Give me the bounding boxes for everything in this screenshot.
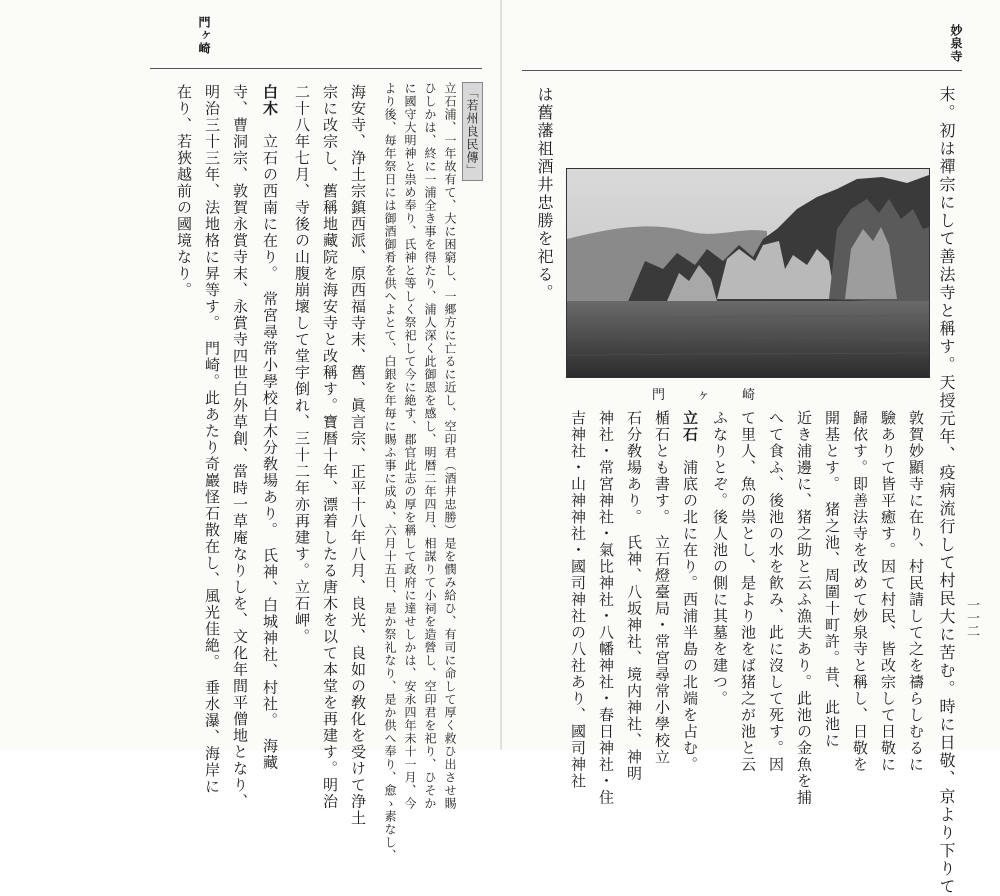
source-tag: 「若州良民傳」 bbox=[462, 82, 483, 181]
text-column: 開基とす。 猪之池、周圍十町許。昔、此池に bbox=[823, 410, 841, 749]
text-column: て里人、魚の祟とし、是より池をば猪之が池と云 bbox=[739, 410, 757, 773]
text-column: 二十八年七月、寺後の山腹崩壞して堂宇倒れ、三十二年亦再建す。立石岬。 bbox=[293, 84, 311, 645]
text-column: 在り、若狹越前の國境なり。 bbox=[175, 84, 193, 299]
text-column: は舊藩祖酒井忠勝を祀る。 bbox=[535, 86, 554, 302]
text-column: 明治三十三年、法地格に昇等す。 門崎。此あたり奇巖怪石散在し、風光佳絶。 垂水瀑、海岸に bbox=[203, 84, 221, 795]
right-header-rule bbox=[522, 70, 962, 71]
monogasaki-photo bbox=[566, 168, 930, 378]
text-column: に國守大明神と祟め奉り、氏神と等しく祭祀して今に絶す、郡官此志の厚を稱して政府に達せしかは、安永四年未十一月、今 bbox=[403, 82, 417, 810]
text-column: へて食ふ、後池の水を飮み、此に沒して死す。因 bbox=[767, 410, 785, 773]
text-column: より後、毎年祭日には御酒御肴を供へよとて、白銀を年毎に賜ふ事に成ぬ、六月十五日、是か祭礼なり、是か供へ奉り、愈ゝ素なし、 bbox=[383, 82, 397, 862]
left-page bbox=[0, 0, 500, 862]
text-column: 吉神社・山神神社・國司神社の八社あり、國司神社 bbox=[569, 410, 587, 790]
section-heading: 白木 bbox=[261, 84, 279, 117]
text-column: 近き浦邊に、猪之助と云ふ漁夫あり。此池の金魚を捕 bbox=[795, 410, 813, 806]
text-column: 敦賀妙顯寺に在り、村民請して之を禱らしむるに bbox=[907, 410, 925, 773]
text-column: 歸依す。即善法寺を改めて妙泉寺と稱し、日敬を bbox=[851, 410, 869, 773]
text-column-tateishi: 立石 浦底の北に在り。西浦半島の北端を占む。 bbox=[681, 410, 699, 773]
text-column: 寺、曹洞宗、敦賀永賞寺末、永賞寺四世白外草創、當時一草庵なりしを、文化年間平僧地となり、 bbox=[231, 84, 249, 810]
page-number: 一一二 bbox=[964, 598, 979, 637]
text-column: ひしかは、終に一浦全き事を得たり、浦人深く此御恩を感し、明暦二年四月、相謀りて小祠を造營し、空印君を祀り、ひそか bbox=[423, 82, 437, 810]
text-column: 石分敎場あり。 氏神、八坂神社、境内神社、神明 bbox=[625, 410, 643, 782]
text-column: 海安寺、浄土宗鎮西派、原西福寺末、舊、眞言宗、正平十八年八月、良光、良如の敎化を受けて浄土 bbox=[349, 84, 367, 827]
text-column-shiraki: 白木 立石の西南に在り。 常宮尋常小學校白木分敎場あり。 氏神、白城神社、村社。 海藏 bbox=[261, 84, 279, 771]
text-column: 神社・常宮神社・氣比神社・八幡神社・春日神社・住 bbox=[597, 410, 615, 806]
text-column: 末。初は禪宗にして善法寺と稱す。天授元年、疫病流行して村民大に苦む。時に日敬、京より下りて bbox=[937, 86, 956, 896]
left-running-head: 門ヶ崎 bbox=[197, 16, 211, 55]
text-column: 立石浦、一年故有て、大に困窮し、一郷方に亡るに近し、空印君（酒井忠勝）是を憫み給ひ、有司に命して厚く救ひ出させ賜 bbox=[443, 82, 457, 810]
right-page bbox=[502, 0, 1000, 896]
photo-caption: 門 ヶ 崎 bbox=[652, 388, 758, 403]
text-column: 驗ありて皆平癒す。因て村民、皆改宗して日敬に bbox=[879, 410, 897, 773]
section-heading: 立石 bbox=[681, 410, 699, 443]
left-header-rule bbox=[150, 68, 482, 69]
text-column: 宗に改宗し、舊稱地藏院を海安寺と改稱す。寶暦十年、漂着したる唐木を以て本堂を再建す。明治 bbox=[321, 84, 339, 810]
right-running-head: 妙泉寺 bbox=[949, 24, 963, 63]
rocky-coast-illustration bbox=[567, 169, 929, 377]
text-column: 楯石とも書す。 立石燈臺局・常宮尋常小學校立 bbox=[653, 410, 671, 766]
text-column: ふなりとぞ。後人池の側に其墓を建つ。 bbox=[711, 410, 729, 707]
